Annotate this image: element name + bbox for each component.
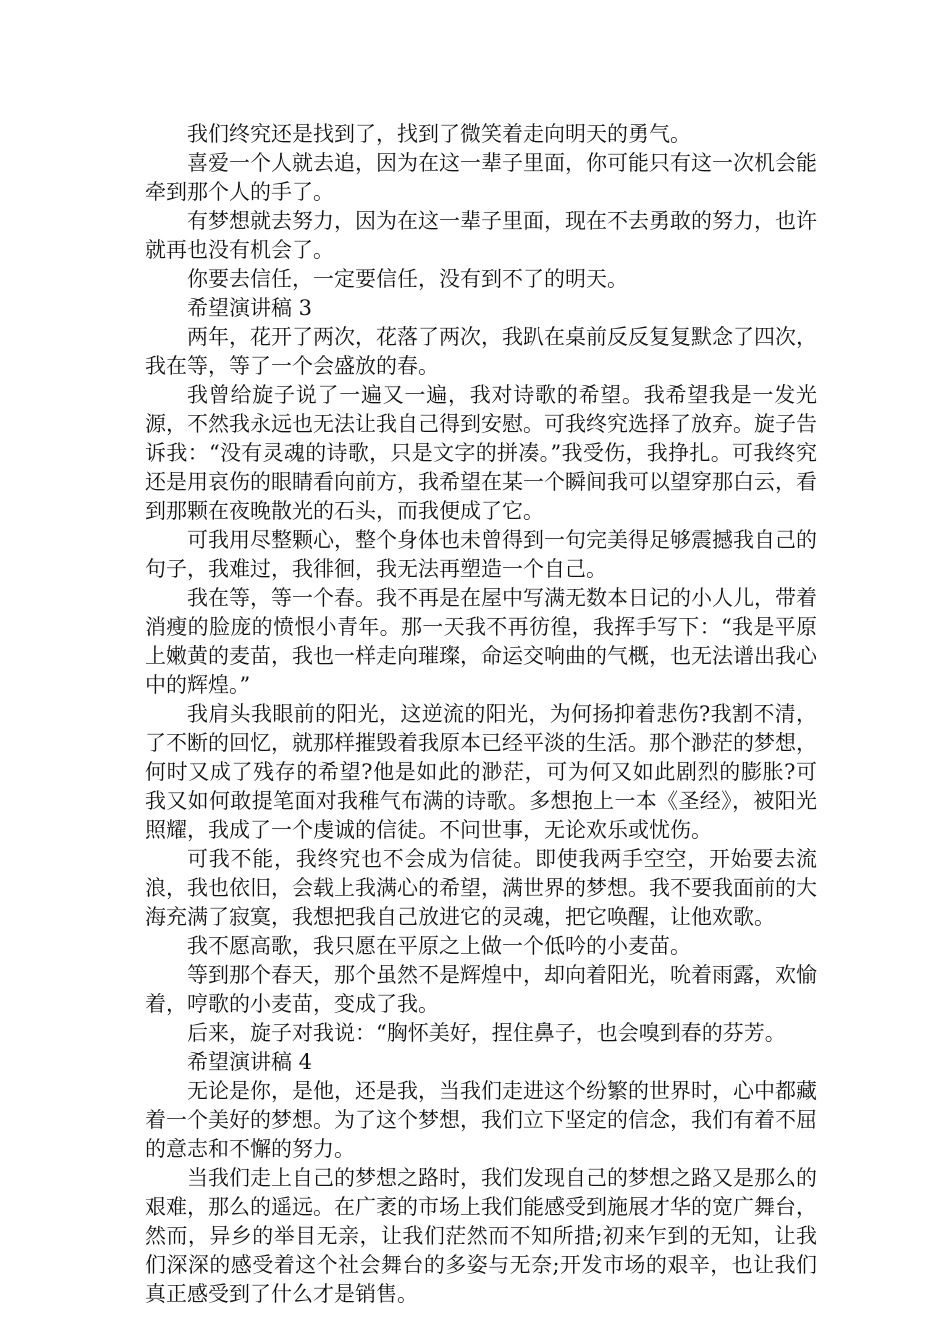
paragraph: 我不愿高歌，我只愿在平原之上做一个低吟的小麦苗。 (187, 934, 691, 958)
paragraph: 我肩头我眼前的阳光，这逆流的阳光，为何扬抑着悲伤?我割不清，了不断的回忆，就那样摧毁着我原本已经平淡的生活。那个渺茫的梦想，何时又成了残存的希望?他是如此的渺茫，可为何又如此剧烈的膨胀?可我又如何敢提笔面对我稚气布满的诗歌。多想抱上一本《圣经》，被阳光照耀，我成了一个虔诚的信徒。不问世事，无论欢乐或忧伤。 (145, 702, 817, 842)
section-title: 希望演讲稿 3 (187, 296, 313, 320)
paragraph: 当我们走上自己的梦想之路时，我们发现自己的梦想之路又是那么的艰难，那么的遥远。在广袤的市场上我们能感受到施展才华的宽广舞台，然而，异乡的举目无亲，让我们茫然而不知所措;初来乍到的无知，让我们深深的感受着这个社会舞台的多姿与无奈;开发市场的艰辛，也让我们真正感受到了什么才是销售。 (145, 1166, 817, 1306)
paragraph: 无论是你，是他，还是我，当我们走进这个纷繁的世界时，心中都藏着一个美好的梦想。为了这个梦想，我们立下坚定的信念，我们有着不屈的意志和不懈的努力。 (145, 1079, 817, 1161)
section-title: 希望演讲稿 4 (187, 1050, 313, 1074)
paragraph: 我曾给旋子说了一遍又一遍，我对诗歌的希望。我希望我是一发光源，不然我永远也无法让我自己得到安慰。可我终究选择了放弃。旋子告诉我：“没有灵魂的诗歌，只是文字的拼凑。”我受伤，我挣扎。可我终究还是用哀伤的眼睛看向前方，我希望在某一个瞬间我可以望穿那白云，看到那颗在夜晚散光的石头，而我便成了它。 (145, 383, 817, 523)
document-body (145, 120, 817, 1309)
paragraph: 我们终究还是找到了，找到了微笑着走向明天的勇气。 (187, 122, 691, 146)
paragraph: 等到那个春天，那个虽然不是辉煌中，却向着阳光，吮着雨露，欢愉着，哼歌的小麦苗，变成了我。 (145, 963, 817, 1016)
paragraph: 你要去信任，一定要信任，没有到不了的明天。 (187, 267, 628, 291)
paragraph: 后来，旋子对我说：“胸怀美好，捏住鼻子，也会嗅到春的芬芳。 (187, 1021, 786, 1045)
paragraph: 可我用尽整颗心，整个身体也未曾得到一句完美得足够震撼我自己的句子，我难过，我徘徊，我无法再塑造一个自己。 (145, 528, 817, 581)
paragraph: 可我不能，我终究也不会成为信徒。即使我两手空空，开始要去流浪，我也依旧，会载上我满心的希望，满世界的梦想。我不要我面前的大海充满了寂寞，我想把我自己放进它的灵魂，把它唤醒，让他欢歌。 (145, 847, 817, 929)
paragraph: 喜爱一个人就去追，因为在这一辈子里面，你可能只有这一次机会能牵到那个人的手了。 (145, 151, 817, 204)
paragraph: 两年，花开了两次，花落了两次，我趴在桌前反反复复默念了四次，我在等，等了一个会盛放的春。 (145, 325, 817, 378)
paragraph: 我在等，等一个春。我不再是在屋中写满无数本日记的小人儿，带着消瘦的脸庞的愤恨小青年。那一天我不再彷徨，我挥手写下：“我是平原上嫩黄的麦苗，我也一样走向璀璨，命运交响曲的气概，也无法谱出我心中的辉煌。” (145, 586, 817, 697)
paragraph: 有梦想就去努力，因为在这一辈子里面，现在不去勇敢的努力，也许就再也没有机会了。 (145, 209, 817, 262)
